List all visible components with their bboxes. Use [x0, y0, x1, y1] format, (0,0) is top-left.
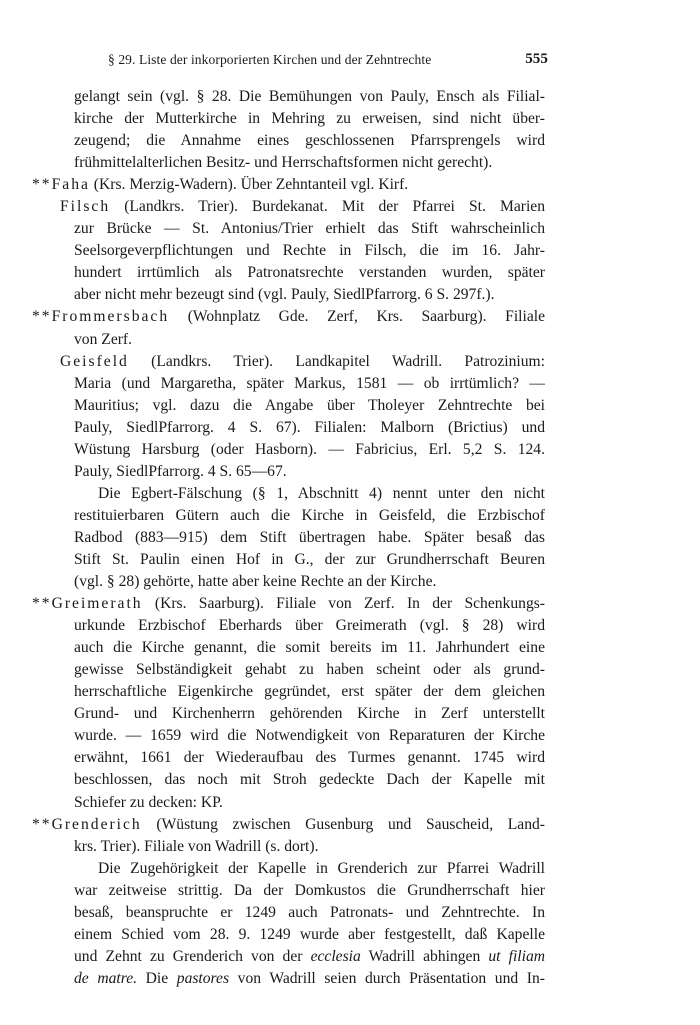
paragraph-start: Die Egbert-Fälschung (§ 1, Abschnitt 4) nennt unter den nicht: [98, 484, 545, 502]
entry-heading: Filsch: [60, 198, 111, 216]
text-line: aber nicht mehr bezeugt sind (vgl. Pauly, SiedlPfarrorg. 6 S. 297f.).: [74, 286, 495, 304]
latin-term: ecclesia: [310, 947, 361, 965]
text-line: restituierbaren Gütern auch die Kirche in Geisfeld, die Erzbischof: [74, 506, 545, 524]
entry-heading: **Greimerath: [32, 595, 143, 613]
latin-term: pastores: [176, 969, 230, 987]
text-line: wurde. — 1659 wird die Notwendigkeit von Reparaturen der Kirche: [74, 727, 545, 745]
text-line: war zeitweise strittig. Da der Domkustos die Grundherrschaft hier: [74, 881, 545, 899]
page-number: 555: [525, 51, 548, 67]
text-line: Maria (und Margaretha, später Markus, 1581 — ob irrtümlich? —: [74, 374, 545, 392]
entry-grenderich: **Grenderich (Wüstung zwischen Gusenburg und Sauscheid, Land-: [32, 815, 545, 833]
latin-term: ut filiam: [488, 947, 546, 965]
text-line: herrschaftliche Eigenkirche gegründet, erst später der dem gleichen: [74, 683, 545, 701]
text-line: besaß, beanspruchte er 1249 auch Patronats- und Zehntrechte. In: [74, 903, 545, 921]
entry-heading: **Faha: [32, 176, 90, 194]
entry-greimerath: **Greimerath (Krs. Saarburg). Filiale von Zerf. In der Schenkungs-: [32, 595, 545, 613]
running-title: § 29. Liste der inkorporierten Kirchen und der Zehntrechte: [108, 52, 432, 67]
text-line: einem Schied vom 28. 9. 1249 wurde aber festgestellt, daß Kapelle: [74, 925, 545, 943]
text-line: Schiefer zu decken: KP.: [74, 793, 223, 811]
text-line: Seelsorgeverpflichtungen und Rechte in Filsch, die im 16. Jahr-: [74, 242, 545, 260]
text-line: Wüstung Harsburg (oder Hasborn). — Fabricius, Erl. 5,2 S. 124.: [74, 440, 545, 458]
entry-heading: **Grenderich: [32, 815, 142, 833]
text-line: beschlossen, das noch mit Stroh gedeckte Dach der Kapelle mit: [74, 771, 545, 789]
text-line: Radbod (883—915) dem Stift übertragen habe. Später besaß das: [74, 528, 545, 546]
entry-filsch: Filsch (Landkrs. Trier). Burdekanat. Mit der Pfarrei St. Marien: [60, 198, 545, 216]
text-line: hundert irrtümlich als Patronatsrechte verstanden wurden, später: [74, 264, 545, 282]
text-line: auch die Kirche genannt, die somit bereits im 11. Jahrhundert eine: [74, 639, 545, 657]
text-line: gewisse Selbständigkeit gehabt zu haben scheint oder als grund-: [74, 661, 545, 679]
text-line: erwähnt, 1661 der Wiederaufbau des Turmes genannt. 1745 wird: [74, 749, 545, 767]
text-line: urkunde Erzbischof Eberhards über Greimerath (vgl. § 28) wird: [74, 617, 545, 635]
text-line: (vgl. § 28) gehörte, hatte aber keine Rechte an der Kirche.: [74, 573, 437, 591]
latin-term: de matre.: [74, 969, 138, 987]
text-line: krs. Trier). Filiale von Wadrill (s. dort).: [74, 837, 319, 855]
text-line: frühmittelalterlichen Besitz- und Herrschaftsformen nicht gerecht).: [74, 154, 493, 172]
text-line: und Zehnt zu Grenderich von der ecclesia Wadrill abhingen ut filiam: [74, 947, 546, 965]
entry-heading: **Frommersbach: [32, 308, 170, 326]
paragraph-start: Die Zugehörigkeit der Kapelle in Grenderich zur Pfarrei Wadrill: [98, 859, 545, 877]
text-line: Pauly, SiedlPfarrorg. 4 S. 67). Filialen: Malborn (Brictius) und: [74, 418, 545, 436]
text-line: Grund- und Kirchenherrn gehörenden Kirche in Zerf unterstellt: [74, 705, 545, 723]
entry-frommersbach: **Frommersbach (Wohnplatz Gde. Zerf, Krs. Saarburg). Filiale: [32, 308, 545, 326]
entry-faha: **Faha (Krs. Merzig-Wadern). Über Zehntanteil vgl. Kirf.: [32, 176, 409, 194]
body-text: [32, 86, 546, 990]
text-line: kirche der Mutterkirche in Mehring zu erweisen, sind nicht über-: [74, 110, 545, 128]
entry-geisfeld: Geisfeld (Landkrs. Trier). Landkapitel Wadrill. Patrozinium:: [60, 352, 545, 370]
text-line: zeugend; die Annahme eines geschlossenen Pfarrsprengels wird: [74, 132, 545, 150]
text-line: von Zerf.: [74, 330, 133, 348]
entry-heading: Geisfeld: [60, 352, 129, 370]
text-line: gelangt sein (vgl. § 28. Die Bemühungen von Pauly, Ensch als Filial-: [74, 88, 545, 105]
text-line: Mauritius; vgl. dazu die Angabe über Tholeyer Zehntrechte bei: [74, 396, 545, 414]
running-header: [108, 52, 548, 68]
text-line: de matre. Die pastores von Wadrill seien durch Präsentation und In-: [74, 969, 545, 987]
text-line: Stift St. Paulin einen Hof in G., der zur Grundherrschaft Beuren: [74, 550, 545, 568]
text-line: zur Brücke — St. Antonius/Trier erhielt das Stift wahrscheinlich: [74, 220, 545, 238]
text-line: Pauly, SiedlPfarrorg. 4 S. 65—67.: [74, 462, 287, 480]
